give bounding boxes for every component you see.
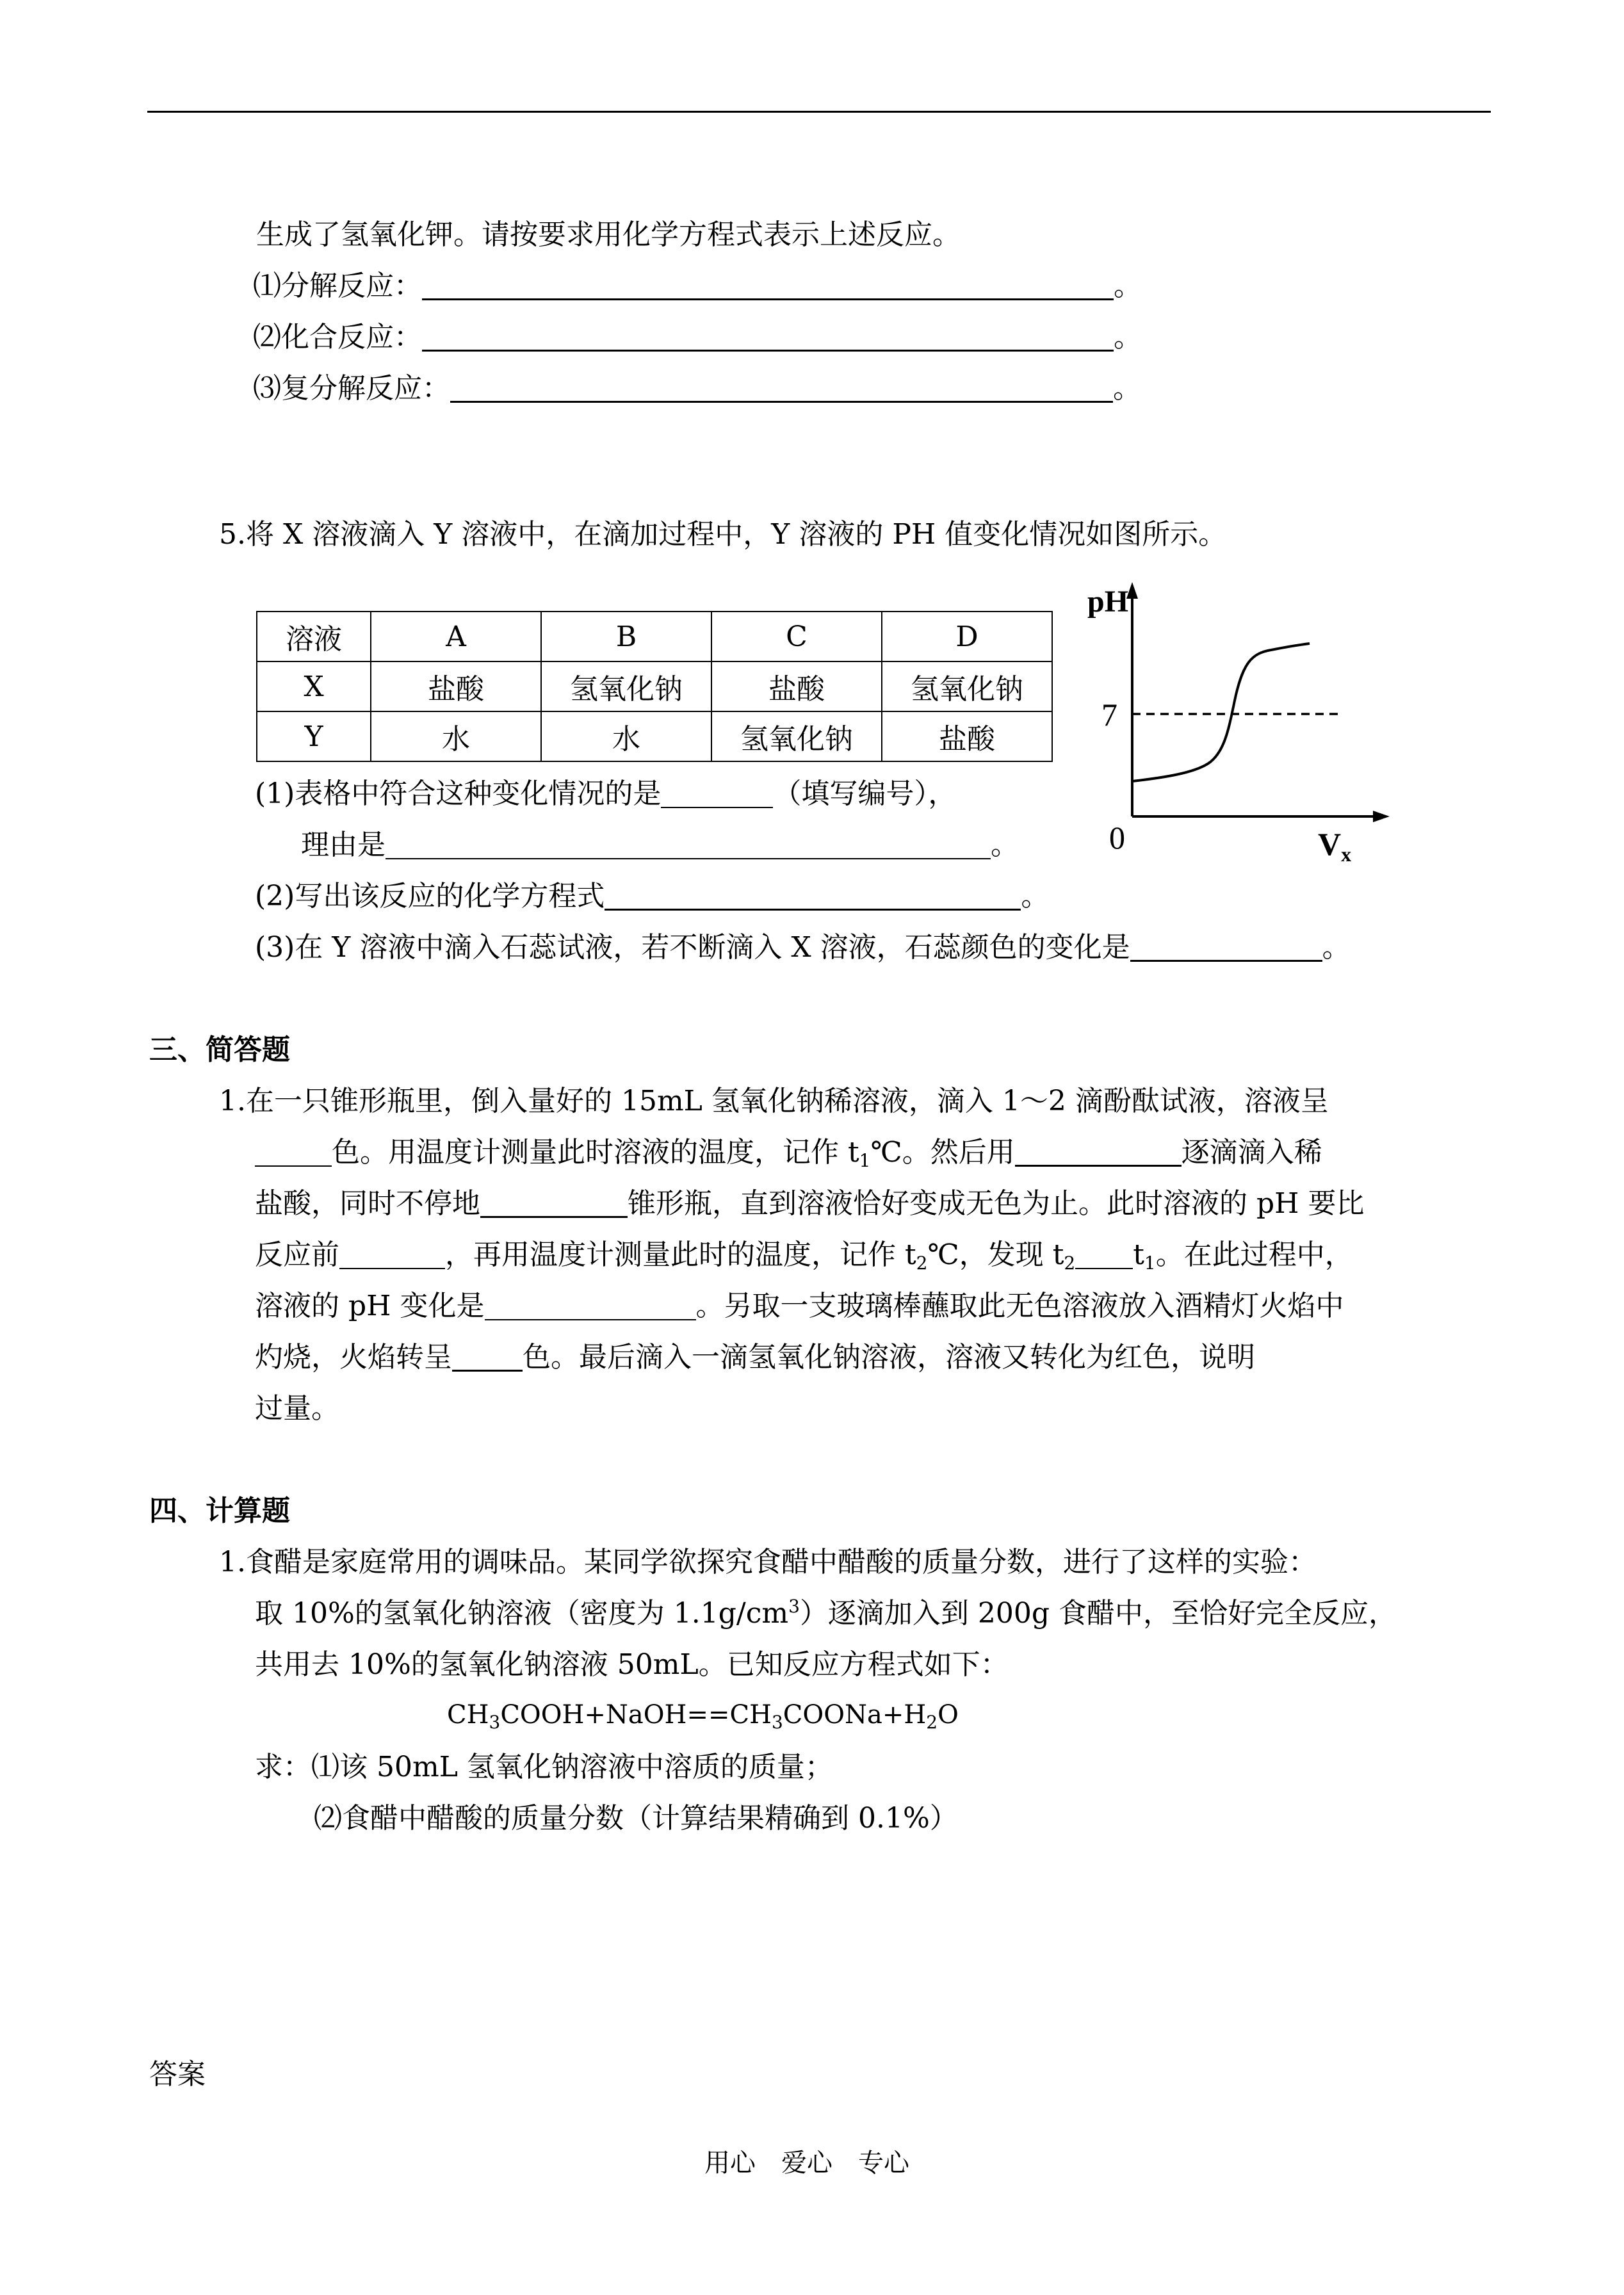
question-5-sub2: (2)写出该反应的化学方程式 。 — [255, 880, 1050, 912]
origin-label: 0 — [1109, 820, 1125, 856]
ph-curve-graph — [1076, 580, 1396, 868]
x-axis-label: $V_x$ — [1318, 826, 1352, 866]
answer-blank[interactable] — [480, 1190, 628, 1218]
paragraph-line: 溶液的 pH 变化是 。另取一支玻璃棒蘸取此无色溶液放入酒精灯火焰中 — [255, 1290, 1344, 1322]
page-footer: 用心 爱心 专心 — [704, 2148, 909, 2178]
answer-blank[interactable] — [255, 1140, 332, 1167]
paragraph-line: 色。用温度计测量此时溶液的温度，记作 $t_1℃$。然后用 逐滴滴入稀 — [255, 1139, 1322, 1167]
paragraph-line: 盐酸，同时不停地 锥形瓶，直到溶液恰好变成无色为止。此时溶液的 pH 要比 — [255, 1187, 1365, 1220]
y-axis-label: pH — [1087, 585, 1129, 619]
table-row: X 盐酸 氢氧化钠 盐酸 氢氧化钠 — [257, 661, 1052, 711]
answer-blank[interactable] — [339, 1242, 445, 1269]
chemical-equation: $CH_3COOH+NaOH==CH_3COONa+H_2O$ — [447, 1700, 959, 1733]
table-row: Y 水 水 氢氧化钠 盐酸 — [257, 711, 1052, 761]
paragraph-line: 1.在一只锥形瓶里，倒入量好的 15mL 氢氧化钠稀溶液，滴入 1～2 滴酚酞试液，溶液呈 — [219, 1085, 1329, 1117]
x-axis-arrow — [1373, 811, 1390, 822]
answer-blank[interactable] — [485, 1293, 696, 1320]
paragraph-line: 共用去 10%的氢氧化钠溶液 50mL。已知反应方程式如下： — [255, 1648, 1009, 1681]
paragraph-line: 1.食醋是家庭常用的调味品。某同学欲探究食醋中醋酸的质量分数，进行了这样的实验： — [219, 1546, 1317, 1578]
paragraph-line: 灼烧，火焰转呈 色。最后滴入一滴氢氧化钠溶液，溶液又转化为红色，说明 — [255, 1341, 1255, 1374]
ph-curve — [1132, 644, 1310, 781]
question-5-sub1: (1)表格中符合这种变化情况的是 （填写编号）， — [255, 777, 957, 810]
answer-blank[interactable] — [452, 1344, 523, 1372]
answer-blank[interactable] — [386, 832, 991, 859]
answer-blank[interactable] — [450, 375, 1113, 403]
question-5-reason: 理由是 。 — [301, 829, 1019, 861]
sub-question-1: ⑴分解反应： 。 — [253, 270, 1142, 302]
answer-label: 答案 — [149, 2058, 206, 2091]
question-5-text: 5.将 X 溶液滴入 Y 溶液中，在滴加过程中，Y 溶液的 PH 值变化情况如图所示。 — [219, 518, 1227, 551]
answer-blank[interactable] — [605, 883, 1021, 911]
solution-table — [256, 611, 1053, 762]
ph7-label: 7 — [1101, 697, 1117, 733]
paragraph-line: 求：⑴该 50mL 氢氧化钠溶液中溶质的质量； — [255, 1751, 833, 1783]
question-5-sub3: (3)在 Y 溶液中滴入石蕊试液，若不断滴入 X 溶液，石蕊颜色的变化是 。 — [255, 931, 1351, 964]
sub-question-2: ⑵化合反应： 。 — [253, 321, 1142, 353]
answer-blank[interactable] — [1015, 1139, 1181, 1167]
section-heading-calculation: 四、计算题 — [149, 1495, 290, 1527]
continued-text: 生成了氢氧化钾。请按要求用化学方程式表示上述反应。 — [256, 218, 961, 251]
paragraph-line: 过量。 — [255, 1392, 339, 1425]
answer-blank[interactable] — [1130, 934, 1322, 962]
sub-question-3: ⑶复分解反应： 。 — [253, 372, 1141, 405]
answer-blank[interactable] — [1075, 1242, 1133, 1269]
answer-blank[interactable] — [422, 324, 1114, 352]
paragraph-line: 反应前 ，再用温度计测量此时的温度，记作 $t_2℃$，发现 $t_2$ $t_1$。在此过程中， — [255, 1238, 1353, 1274]
answer-blank[interactable] — [661, 781, 773, 808]
header-rule — [147, 111, 1491, 113]
answer-blank[interactable] — [422, 273, 1114, 300]
table-row: 溶液 A B C D — [257, 612, 1052, 661]
paragraph-line: ⑵食醋中醋酸的质量分数（计算结果精确到 0.1%） — [314, 1802, 958, 1835]
paragraph-line: 取 10%的氢氧化钠溶液（密度为 $1.1g/cm^3$）逐滴加入到 200g 食醋中，至恰好完全反应， — [255, 1596, 1397, 1630]
section-heading-short-answer: 三、简答题 — [149, 1034, 290, 1066]
